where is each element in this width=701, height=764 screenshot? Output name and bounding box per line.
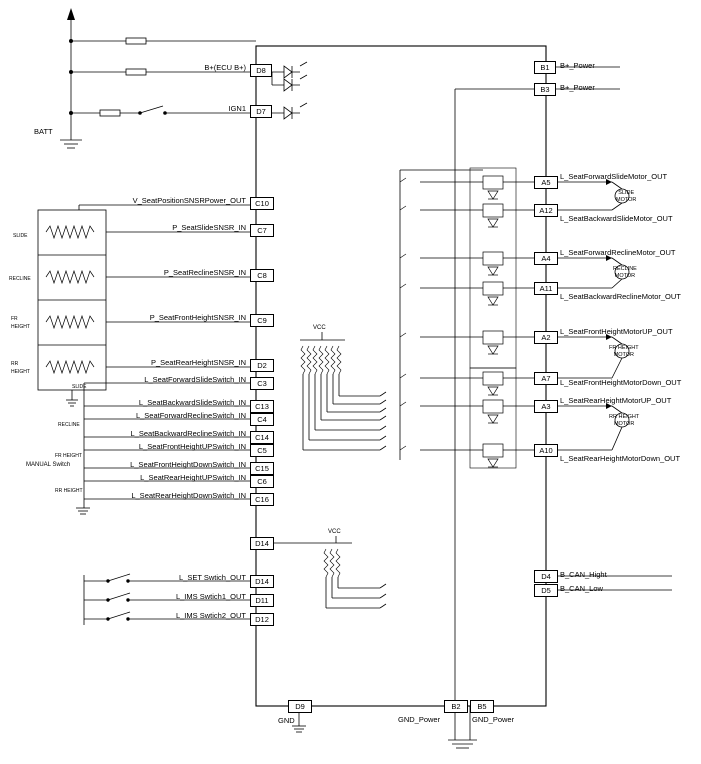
label-p-seatfrontheightsnsr-in: P_SeatFrontHeightSNSR_IN [149,313,246,322]
pin-a10[interactable]: A10 [534,444,558,457]
sensor-label-recline: RECLINE [9,276,31,282]
pin-c15[interactable]: C15 [250,462,274,475]
pin-b3[interactable]: B3 [534,83,556,96]
label-l-ims-switch1-out: L_IMS Swtich1_OUT [175,592,246,601]
pin-d9[interactable]: D9 [288,700,312,713]
sensor-label-slide: SLIDE [13,233,28,239]
manual-switch-group-rr-height: RR HEIGHT [55,488,83,494]
pin-a7[interactable]: A7 [534,372,558,385]
label-b-can-high: B_CAN_Hight [560,570,607,579]
motor-label-recline: RECLINE MOTOR [613,266,637,279]
pin-b1[interactable]: B1 [534,61,556,74]
pin-b2[interactable]: B2 [444,700,468,713]
manual-switch-group-fr-height: FR HEIGHT [55,453,82,459]
label-l-seatrearheightmotordown-out: L_SeatRearHeightMotorDown_OUT [560,454,681,463]
label-l-seatforwardslidemotor-out: L_SeatForwardSlideMotor_OUT [560,172,668,181]
manual-switch-title: MANUAL Switch [26,462,71,468]
manual-switch-group-recline: RECLINE [58,422,80,428]
battery-label: BATT [34,127,53,136]
pin-b5[interactable]: B5 [470,700,494,713]
label-l-seatrearheightupswitch-in: L_SeatRearHeightUPSwitch_IN [140,473,246,482]
label-gnd: GND [278,716,295,725]
label-l-seatfrontheightmotorup-out: L_SeatFrontHeightMotorUP_OUT [560,327,673,336]
label-b-power-1: B+_Power [560,61,595,70]
label-p-seatslidesnsr-in: P_SeatSlideSNSR_IN [172,223,246,232]
pin-c9[interactable]: C9 [250,314,274,327]
pin-a4[interactable]: A4 [534,252,558,265]
label-v-seatpositionsnsrpower-out: V_SeatPositionSNSRPower_OUT [132,196,246,205]
label-l-seatbackwardreclineswitch-in: L_SeatBackwardReclineSwitch_IN [130,429,246,438]
pin-c16[interactable]: C16 [250,493,274,506]
pin-d14-upper[interactable]: D14 [250,537,274,550]
pin-a12[interactable]: A12 [534,204,558,217]
label-gnd-power-1: GND_Power [398,715,441,724]
label-p-seatrearheightsnsr-in: P_SeatRearHeightSNSR_IN [150,358,246,367]
pin-d11[interactable]: D11 [250,594,274,607]
label-l-seatbackwardreclinemotor-out: L_SeatBackwardReclineMotor_OUT [560,292,681,301]
label-l-set-switch-out: L_SET Swtich_OUT [179,573,246,582]
motor-label-fr-height: FR HEIGHT MOTOR [609,345,639,358]
label-l-seatforwardreclinemotor-out: L_SeatForwardReclineMotor_OUT [560,248,676,257]
label-l-ims-switch2-out: L_IMS Swtich2_OUT [175,611,246,620]
label-l-seatfrontheightupswitch-in: L_SeatFrontHeightUPSwitch_IN [138,442,246,451]
pin-c10[interactable]: C10 [250,197,274,210]
pin-c7[interactable]: C7 [250,224,274,237]
label-b-can-low: B_CAN_Low [560,584,603,593]
pin-c13[interactable]: C13 [250,400,274,413]
label-l-seatfrontheightdownswitch-in: L_SeatFrontHeightDownSwitch_IN [130,460,246,469]
pin-a3[interactable]: A3 [534,400,558,413]
ign1-label: IGN1 [228,104,246,113]
label-l-seatrearheightmotorup-out: L_SeatRearHeightMotorUP_OUT [560,396,672,405]
label-l-seatbackwardslidemotor-out: L_SeatBackwardSlideMotor_OUT [560,214,673,223]
pin-d7[interactable]: D7 [250,105,272,118]
pin-c8[interactable]: C8 [250,269,274,282]
pin-d12[interactable]: D12 [250,613,274,626]
label-gnd-power-2: GND_Power [472,715,515,724]
b-ecu-label: B+(ECU B+) [204,63,246,72]
label-l-seatbackwardslideswitch-in: L_SeatBackwardSlideSwitch_IN [138,398,246,407]
vcc-label-1: VCC [313,325,326,331]
pin-c4[interactable]: C4 [250,413,274,426]
sensor-label-rr-height: RR HEIGHT [11,361,30,375]
pin-c14[interactable]: C14 [250,431,274,444]
label-b-power-2: B+_Power [560,83,595,92]
sensor-block-bottom-tag: SLIDE [72,384,87,390]
motor-label-slide: SLIDE MOTOR [616,190,637,203]
pin-d2[interactable]: D2 [250,359,274,372]
label-l-seatforwardslideswitch-in: L_SeatForwardSlideSwitch_IN [144,375,246,384]
label-p-seatreclinesnsr-in: P_SeatReclineSNSR_IN [163,268,246,277]
pin-d5[interactable]: D5 [534,584,558,597]
pin-c6[interactable]: C6 [250,475,274,488]
pin-a11[interactable]: A11 [534,282,558,295]
vcc-label-2: VCC [328,529,341,535]
pin-d4[interactable]: D4 [534,570,558,583]
sensor-label-fr-height: FR HEIGHT [11,316,30,330]
pin-c3[interactable]: C3 [250,377,274,390]
motor-label-rr-height: RR HEIGHT MOTOR [609,414,640,427]
pin-a2[interactable]: A2 [534,331,558,344]
label-l-seatfrontheightmotordown-out: L_SeatFrontHeightMotorDown_OUT [560,378,682,387]
pin-c5[interactable]: C5 [250,444,274,457]
label-l-seatrearheightdownswitch-in: L_SeatRearHeightDownSwitch_IN [131,491,246,500]
pin-a5[interactable]: A5 [534,176,558,189]
label-l-seatforwardreclineswitch-in: L_SeatForwardReclineSwitch_IN [135,411,246,420]
pin-d8[interactable]: D8 [250,64,272,77]
pin-d14[interactable]: D14 [250,575,274,588]
